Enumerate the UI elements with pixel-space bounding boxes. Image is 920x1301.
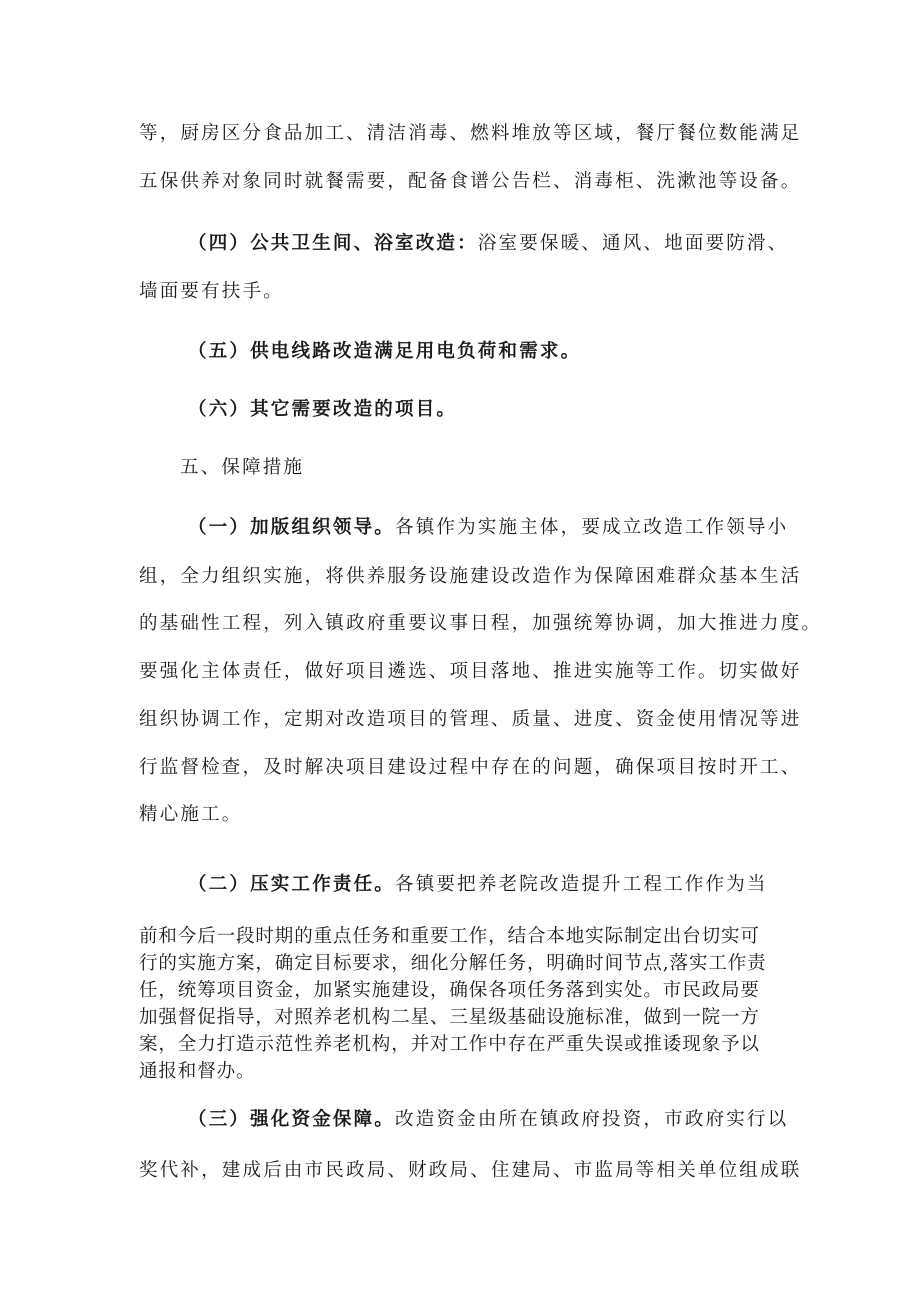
chapter-heading: 五、保障措施 (180, 457, 305, 478)
body-line: 任，统筹项目资金，加紧实施建设，确保各项任务落到实处。市民政局要 (139, 980, 760, 1001)
section-heading: （三）强化资金保障。 (188, 1109, 396, 1130)
body-line: 案，全力打造示范性养老机构，并对工作中存在严重失误或推诿现象予以 (139, 1034, 760, 1055)
body-line: 行监督检查，及时解决项目建设过程中存在的问题，确保项目按时开工、 (139, 757, 802, 778)
body-text: 改造资金由所在镇政府投资，市政府实行以 (395, 1109, 789, 1130)
body-text: 各镇作为实施主体，要成立改造工作领导小 (395, 517, 789, 538)
section-heading: （一）加版组织领导。 (188, 517, 396, 538)
section-item-2 (188, 873, 788, 897)
body-line: 五保供养对象同时就餐需要，配备食谱公告栏、消毒柜、洗漱池等设备。 (139, 171, 802, 192)
section-heading: （二）压实工作责任。 (188, 874, 396, 895)
body-text: 各镇要把养老院改造提升工程工作作为当 (395, 874, 768, 895)
body-line: 要强化主体责任，做好项目遴选、项目落地、推进实施等工作。切实做好 (139, 661, 802, 682)
body-line: 精心施工。 (139, 804, 243, 825)
body-line: 加强督促指导，对照养老机构二星、三星级基础设施标准，做到一院一方 (139, 1007, 760, 1028)
body-line: 等，厨房区分食品加工、清洁消毒、燃料堆放等区域，餐厅餐位数能满足 (139, 123, 802, 144)
section-heading: （四）公共卫生间、浴室改造： (188, 233, 478, 254)
body-line: 通报和督办。 (139, 1061, 256, 1082)
section-heading: （五）供电线路改造满足用电负荷和需求。 (188, 341, 582, 362)
body-line: 组织协调工作，定期对改造项目的管理、质量、进度、资金使用情况等进 (139, 709, 802, 730)
section-heading: （六）其它需要改造的项目。 (188, 399, 458, 420)
body-line: 前和今后一段时期的重点任务和重要工作，结合本地实际制定出台切实可 (139, 926, 760, 947)
body-line: 墙面要有扶手。 (139, 281, 284, 302)
body-line: 的基础性工程，列入镇政府重要议事日程，加强统筹协调，加大推进力度。 (139, 613, 823, 634)
section-item-4 (188, 232, 788, 256)
body-line: 组，全力组织实施，将供养服务设施建设改造作为保障困难群众基本生活 (139, 566, 802, 587)
body-line: 奖代补，建成后由市民政局、财政局、住建局、市监局等相关单位组成联 (139, 1160, 802, 1181)
section-item-3 (188, 1108, 788, 1132)
section-item-1 (188, 516, 788, 540)
body-text: 浴室要保暖、通风、地面要防滑、 (477, 233, 789, 254)
body-line: 行的实施方案，确定目标要求，细化分解任务，明确时间节点,落实工作责 (139, 953, 767, 974)
